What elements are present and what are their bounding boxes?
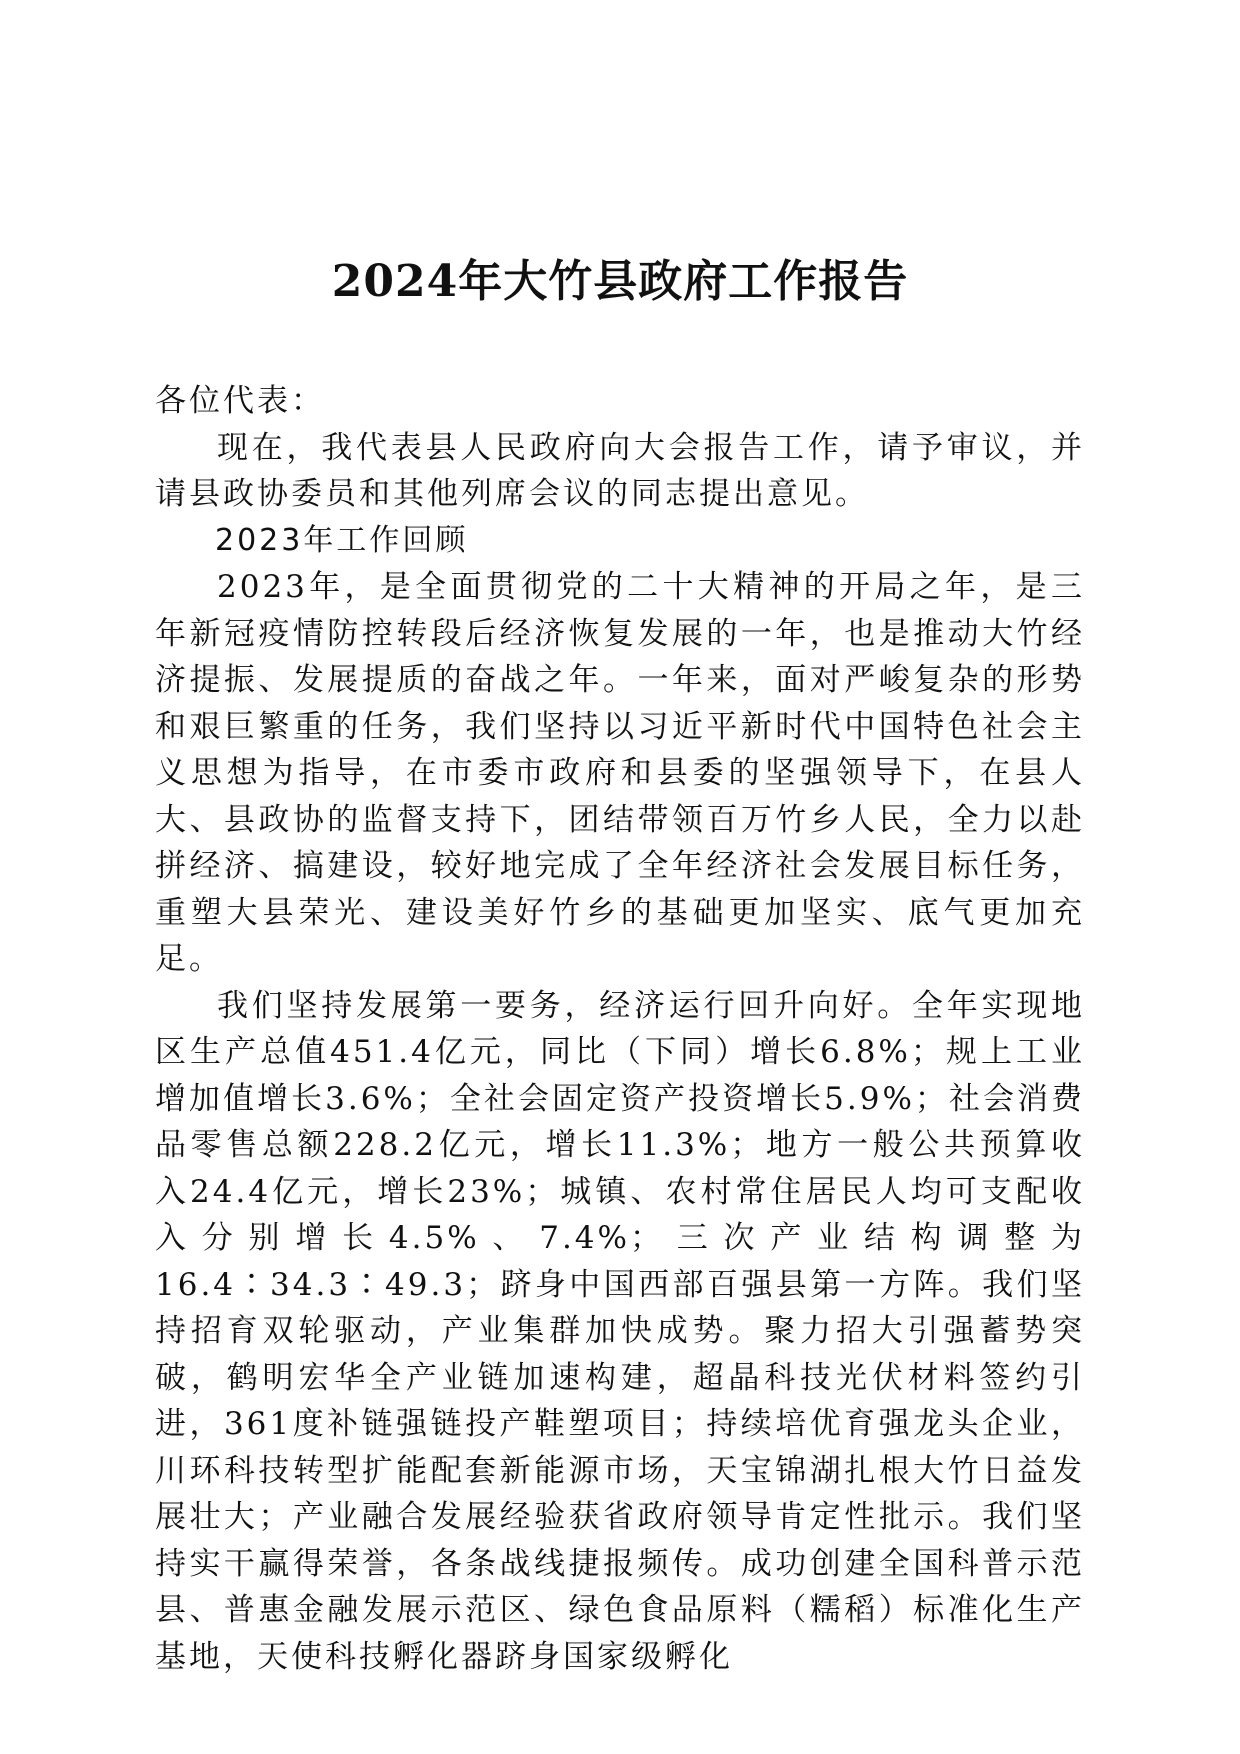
document-body — [155, 378, 1085, 1680]
document-title: 2024年大竹县政府工作报告 — [331, 256, 909, 307]
body-paragraph-1: 2023年，是全面贯彻党的二十大精神的开局之年，是三年新冠疫情防控转段后经济恢复发展的一年，也是推动大竹经济提振、发展提质的奋战之年。一年来，面对严峻复杂的形势和艰巨繁重的任务，我们坚持以习近平新时代中国特色社会主义思想为指导，在市委市政府和县委的坚强领导下，在县人大、县政协的监督支持下，团结带领百万竹乡人民，全力以赴拼经济、搞建设，较好地完成了全年经济社会发展目标任务，重塑大县荣光、建设美好竹乡的基础更加坚实、底气更加充足。 — [155, 569, 1085, 977]
body-paragraph-2: 我们坚持发展第一要务，经济运行回升向好。全年实现地区生产总值451.4亿元，同比（下同）增长6.8%；规上工业增加值增长3.6%；全社会固定资产投资增长5.9%；社会消费品零售总额228.2亿元，增长11.3%；地方一般公共预算收入24.4亿元，增长23%；城镇、农村常住居民人均可支配收入分别增长4.5%、7.4%；三次产业结构调整为16.4∶34.3∶49.3；跻身中国西部百强县第一方阵。我们坚持招育双轮驱动，产业集群加快成势。聚力招大引强蓄势突破，鹤明宏华全产业链加速构建，超晶科技光伏材料签约引进，361度补链强链投产鞋塑项目；持续培优育强龙头企业，川环科技转型扩能配套新能源市场，天宝锦湖扎根大竹日益发展壮大；产业融合发展经验获省政府领导肯定性批示。我们坚持实干赢得荣誉，各条战线捷报频传。成功创建全国科普示范县、普惠金融发展示范区、绿色食品原料（糯稻）标准化生产基地，天使科技孵化器跻身国家级孵化 — [155, 987, 1085, 1675]
intro-paragraph: 现在，我代表县人民政府向大会报告工作，请予审议，并请县政协委员和其他列席会议的同志提出意见。 — [155, 429, 1085, 512]
section-heading: 2023年工作回顾 — [215, 522, 469, 558]
salutation: 各位代表： — [155, 383, 325, 419]
